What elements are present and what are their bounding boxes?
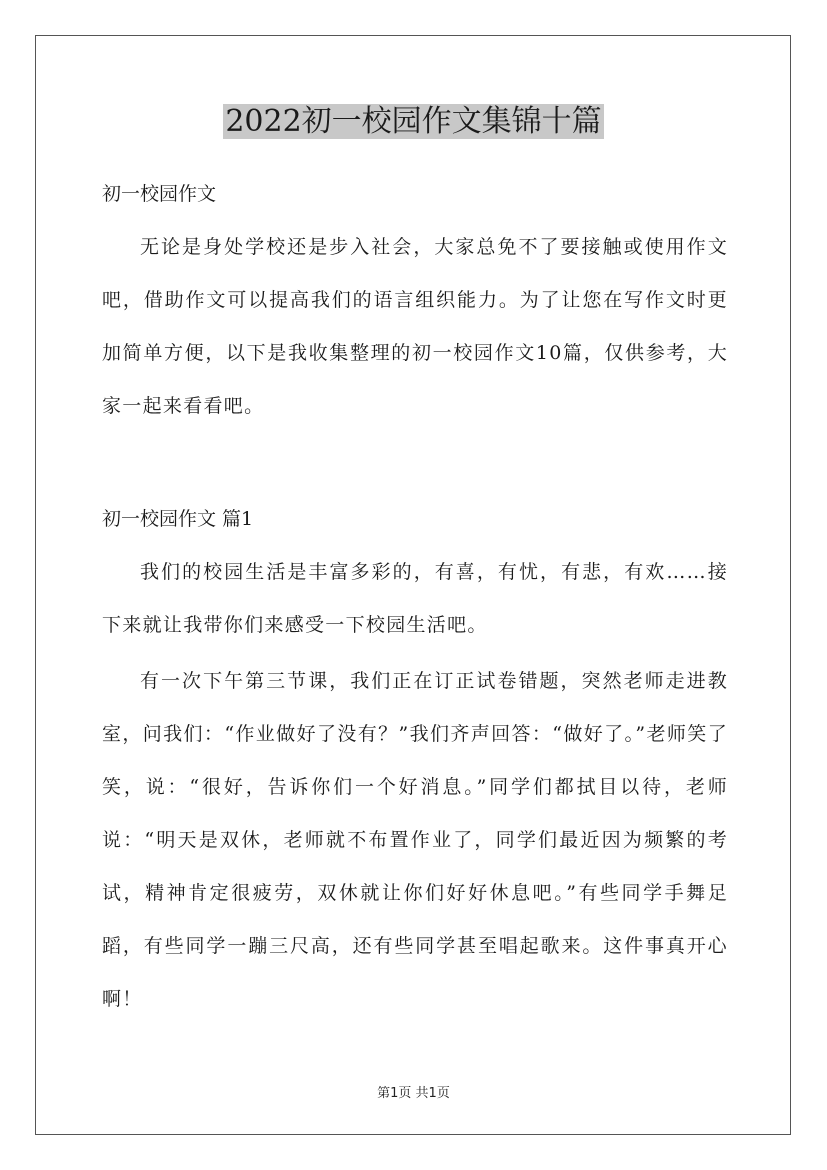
page-footer: 第1页 共1页 — [377, 1086, 450, 1101]
document-title-text: 2022初一校园作文集锦十篇 — [225, 104, 602, 139]
intro-paragraph: 无论是身处学校还是步入社会，大家总免不了要接触或使用作文吧，借助作文可以提高我们的语言组织能力。为了让您在写作文时更加简单方便，以下是我收集整理的初一校园作文10篇，仅供参考，大家一起来看看吧。 — [102, 236, 728, 417]
section-1-heading: 初一校园作文 篇1 — [102, 508, 254, 530]
intro-heading: 初一校园作文 — [102, 183, 217, 205]
document-title — [0, 100, 827, 144]
section-1-paragraph-2: 有一次下午第三节课，我们正在订正试卷错题，突然老师走进教室，问我们：“作业做好了没有？”我们齐声回答：“做好了。”老师笑了笑，说：“很好，告诉你们一个好消息。”同学们都拭目以待，老师说：“明天是双休，老师就不布置作业了，同学们最近因为频繁的考试，精神肯定很疲劳，双休就让你们好好休息吧。”有些同学手舞足蹈，有些同学一蹦三尺高，还有些同学甚至唱起歌来。这件事真开心啊！ — [102, 670, 728, 1010]
section-1-paragraph-1: 我们的校园生活是丰富多彩的，有喜，有忧，有悲，有欢……接下来就让我带你们来感受一下校园生活吧。 — [102, 561, 728, 636]
